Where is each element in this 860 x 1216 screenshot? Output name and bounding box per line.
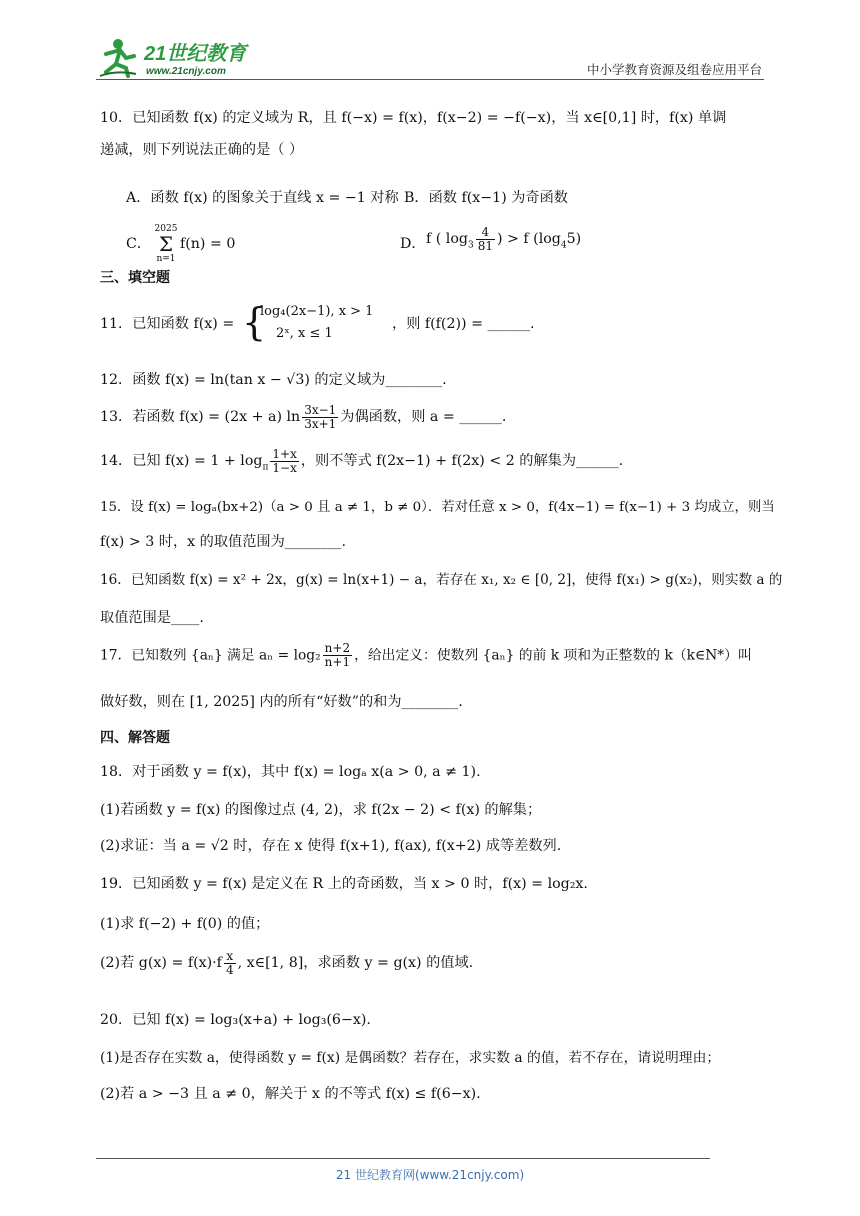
option-d-frac [476,226,495,253]
sum-upper: 2025 [154,224,178,234]
option-d-part-e: 5) [566,231,582,248]
q10-option-a: A．函数 f(x) 的图象关于直线 x = −1 对称 [126,190,399,206]
q19-line1: 19．已知函数 y = f(x) 是定义在 R 上的奇函数，当 x > 0 时，f(x) = log₂x. [100,876,588,892]
q19-frac [224,950,236,977]
sum-lower: n=1 [156,254,176,264]
option-d-label: D． [400,236,426,252]
q17-line2: 做好数，则在 [1, 2025] 内的所有“好数”的和为________. [100,694,463,710]
q13-den: 3x+1 [304,417,337,432]
q17-num: n+2 [324,641,351,655]
q10-line1: 10．已知函数 f(x) 的定义域为 R，且 f(−x) = f(x)，f(x−2) = −f(−x)，当 x∈[0,1] 时，f(x) 单调 [100,110,727,126]
svg-text:21世纪教育: 21世纪教育 [144,43,247,65]
logo-21cnjy [96,36,266,80]
q10-option-b: B．函数 f(x−1) 为奇函数 [404,190,568,206]
q20-line3: (2)若 a > −3 且 a ≠ 0，解关于 x 的不等式 f(x) ≤ f(6−x). [100,1086,481,1102]
q16-line1: 16．已知函数 f(x) = x² + 2x，g(x) = ln(x+1) − a，若存在 x₁, x₂ ∈ [0, 2]，使得 f(x₁) > g(x₂)，则实数 a 的 [100,572,783,588]
q11-suffix: ，则 f(f(2)) = ______. [392,316,535,332]
q14-prefix: 14．已知 f(x) = 1 + log [100,453,263,470]
option-c-label: C． [126,236,152,252]
q15-line2: f(x) > 3 时，x 的取值范围为________. [100,534,347,550]
header-divider [96,79,764,80]
q18-line2: (1)若函数 y = f(x) 的图像过点 (4, 2)，求 f(2x − 2) < f(x) 的解集； [100,802,542,818]
option-c-body: f(n) = 0 [180,236,236,252]
q19-line3 [100,950,473,990]
q19-den: 4 [225,963,234,978]
q14-den: 1−x [272,461,297,476]
q18-line3: (2)求证：当 a = √2 时，存在 x 使得 f(x+1), f(ax), f(x+2) 成等差数列. [100,838,562,854]
question-13 [100,404,506,444]
q13-num: 3x−1 [304,403,337,417]
piecewise-brace-icon: { [242,300,267,344]
option-d-sub-3: 3 [467,240,474,251]
q14-sub: π [262,462,269,473]
option-d-part-a: f ( log [426,231,468,248]
q11-prefix: 11．已知函数 f(x) = [100,316,235,332]
q14-frac [270,448,298,475]
q16-line2: 取值范围是____. [100,610,204,626]
sum-symbol [154,224,178,264]
q17-frac [323,642,352,669]
q13-frac [302,404,338,431]
q17-den: n+1 [324,655,351,670]
svg-text:www.21cnjy.com: www.21cnjy.com [146,66,226,77]
q20-line1: 20．已知 f(x) = log₃(x+a) + log₃(6−x). [100,1012,371,1028]
q19-line3-suffix: , x∈[1, 8]，求函数 y = g(x) 的值域. [237,955,474,972]
header-platform-text: 中小学教育资源及组卷应用平台 [586,62,762,77]
q10-line2: 递减，则下列说法正确的是（ ） [100,142,304,158]
q17-suffix: ，给出定义：使数列 {aₙ} 的前 k 项和为正整数的 k（k∈N*）叫 [354,647,752,664]
q18-line1: 18．对于函数 y = f(x)，其中 f(x) = logₐ x(a > 0, a ≠ 1). [100,764,481,780]
footer-divider [96,1158,710,1159]
q15-line1: 15．设 f(x) = logₐ(bx+2)（a > 0 且 a ≠ 1，b ≠ 0）．若对任意 x > 0，f(4x−1) = f(x−1) + 3 均成立，则当 [100,500,775,515]
option-d-den: 81 [477,239,493,254]
q19-line3-prefix: (2)若 g(x) = f(x)·f [100,955,222,972]
q11-case-1: log₄(2x−1), x > 1 [260,304,374,319]
q14-suffix: ，则不等式 f(2x−1) + f(2x) < 2 的解集为______. [300,453,624,470]
option-d-sub-4: 4 [560,240,567,251]
q17-prefix: 17．已知数列 {aₙ} 满足 aₙ = log₂ [100,647,321,664]
option-d-expr [426,226,581,253]
q13-suffix: 为偶函数，则 a = ______. [340,409,507,426]
section-3-title: 三、填空题 [100,270,170,286]
option-d-num: 4 [476,226,495,240]
section-4-title: 四、解答题 [100,730,170,746]
q11-case-2: 2ˣ, x ≤ 1 [276,326,333,341]
q20-line2: (1)是否存在实数 a，使得函数 y = f(x) 是偶函数？若存在，求实数 a 的值，若不存在，请说明理由； [100,1050,721,1066]
q13-prefix: 13．若函数 f(x) = (2x + a) ln [100,409,301,426]
question-14 [100,448,623,488]
option-d-part-c: ) > f (log [496,231,561,248]
page-header [96,36,764,80]
q19-line2: (1)求 f(−2) + f(0) 的值； [100,916,270,932]
question-12: 12．函数 f(x) = ln(tan x − √3) 的定义域为________. [100,372,447,388]
runner-icon [100,39,136,76]
footer-text[interactable]: 21 世纪教育网(www.21cnjy.com) [335,1168,525,1182]
q14-num: 1+x [272,447,297,461]
q17-line1 [100,642,752,682]
q19-num: x [224,950,236,964]
sigma-icon: Σ [158,232,174,256]
